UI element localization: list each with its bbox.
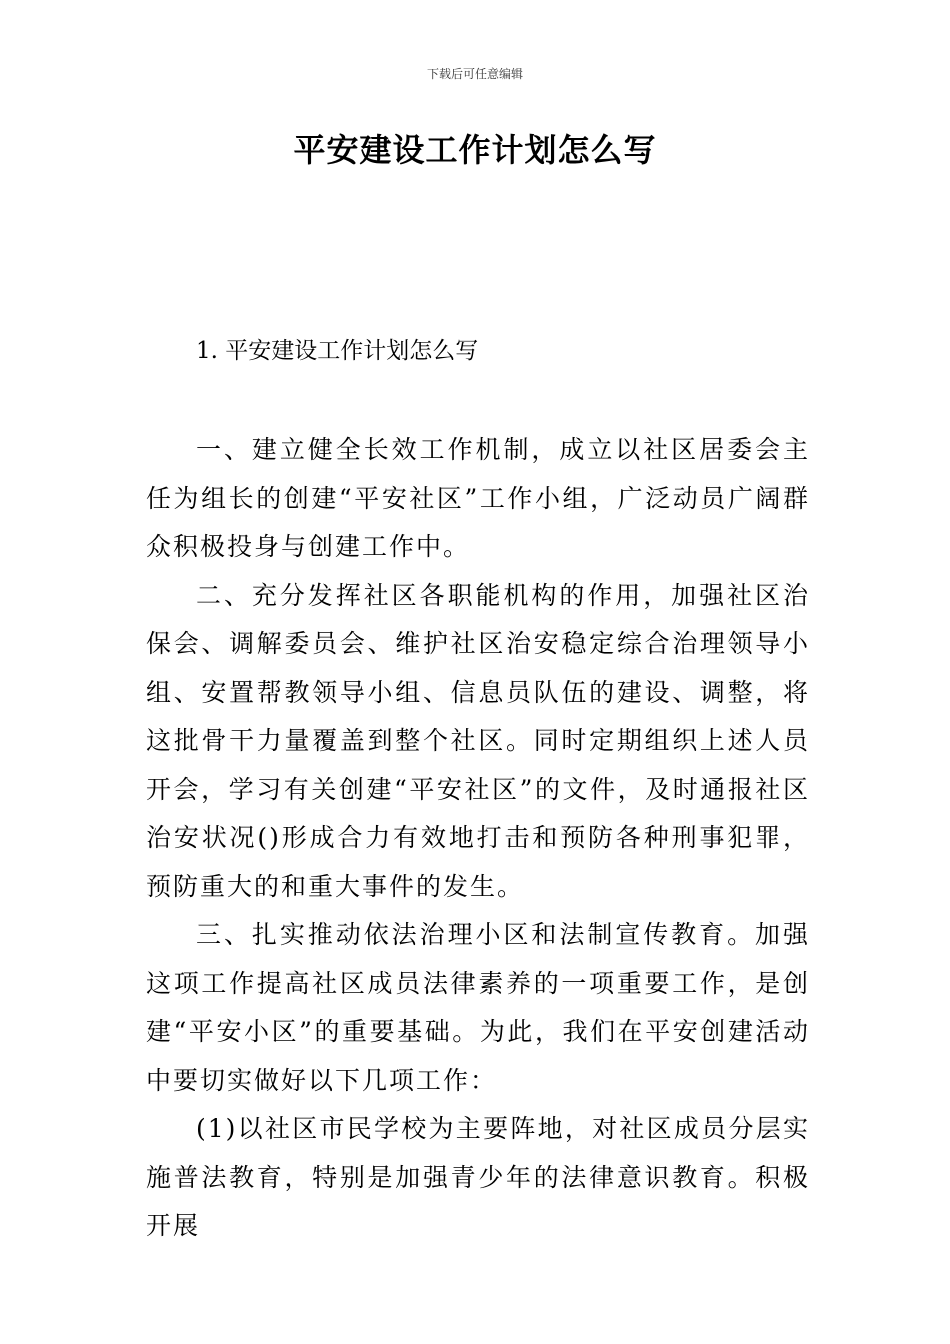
section-heading: 1. 平安建设工作计划怎么写 xyxy=(196,338,479,364)
document-body xyxy=(146,426,810,1251)
paragraph-1: 一、建立健全长效工作机制，成立以社区居委会主任为组长的创建“平安社区”工作小组，广泛动员广阔群众积极投身与创建工作中。 xyxy=(146,435,810,561)
document-title: 平安建设工作计划怎么写 xyxy=(293,131,657,169)
page-header-note: 下载后可任意编辑 xyxy=(426,67,523,81)
paragraph-2: 二、充分发挥社区各职能机构的作用，加强社区治保会、调解委员会、维护社区治安稳定综合治理领导小组、安置帮教领导小组、信息员队伍的建设、调整，将这批骨干力量覆盖到整个社区。同时定期组织上述人员开会，学习有关创建“平安社区”的文件，及时通报社区治安状况()形成合力有效地打击和预防各种刑事犯罪，预防重大的和重大事件的发生。 xyxy=(146,580,810,901)
paragraph-4: (1)以社区市民学校为主要阵地，对社区成员分层实施普法教育，特别是加强青少年的法律意识教育。积极开展 xyxy=(146,1114,810,1240)
paragraph-3: 三、扎实推动依法治理小区和法制宣传教育。加强这项工作提高社区成员法律素养的一项重要工作，是创建“平安小区”的重要基础。为此，我们在平安创建活动中要切实做好以下几项工作： xyxy=(146,920,810,1095)
